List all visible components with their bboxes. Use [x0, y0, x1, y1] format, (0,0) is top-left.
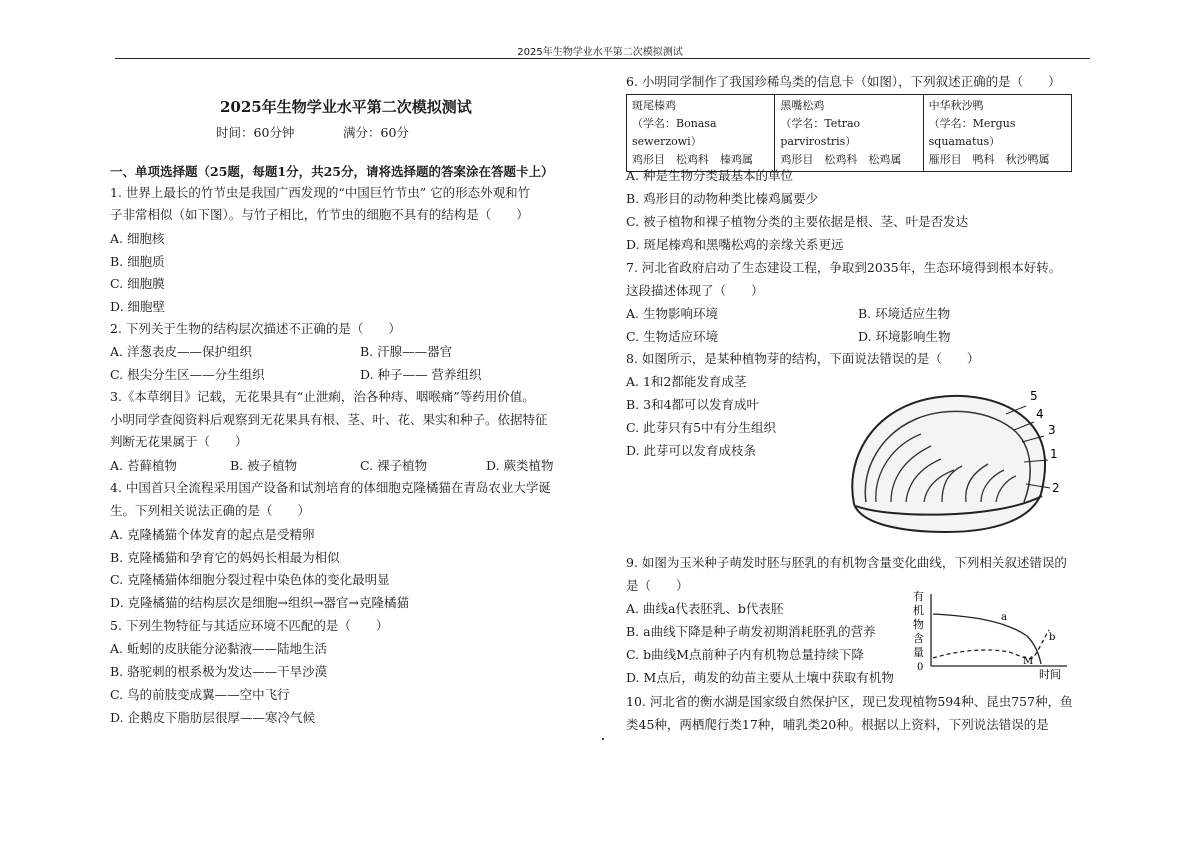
- origin-label: 0: [917, 662, 924, 673]
- question-3-line3: 判断无花果属于（ ）: [110, 434, 248, 449]
- speck: [602, 738, 604, 740]
- question-8-stem: 8. 如图所示，是某种植物芽的结构，下面说法错误的是（ ）: [626, 351, 980, 366]
- label-2: 2: [1052, 481, 1060, 495]
- question-4-line2: 生。下列相关说法正确的是（ ）: [110, 503, 311, 518]
- running-header: 2025年生物学业水平第二次模拟测试: [517, 47, 683, 58]
- q8-option-c: C. 此芽只有5中有分生组织: [626, 420, 777, 435]
- question-4-line1: 4. 中国首只全流程采用国产设备和试剂培育的体细胞克隆橘猫在青岛农业大学诞: [110, 480, 551, 495]
- q4-option-c: C. 克隆橘猫体细胞分裂过程中染色体的变化最明显: [110, 572, 390, 587]
- q7-option-d: D. 环境影响生物: [858, 329, 951, 344]
- bird-card-1: [627, 95, 775, 172]
- bird-card-3: [923, 95, 1071, 172]
- question-9-line1: 9. 如图为玉米种子萌发时胚与胚乳的有机物含量变化曲线，下列相关叙述错误的: [626, 555, 1067, 570]
- question-10-line1: 10. 河北省的衡水湖是国家级自然保护区，现已发现植物594种、昆虫757种，鱼: [626, 694, 1073, 709]
- question-3-line1: 3.《本草纲目》记载，无花果具有“止泄痢，治各种痔、咽喉痛”等药用价值。: [110, 389, 535, 404]
- exam-score: 满分：60分: [343, 125, 409, 140]
- exam-title: 2025年生物学业水平第二次模拟测试: [220, 98, 472, 116]
- q5-option-b: B. 骆驼刺的根系极为发达——干旱沙漠: [110, 664, 328, 679]
- bird-2-sci: （学名：Tetrao parvirostris）: [780, 117, 861, 148]
- q9-option-c: C. b曲线M点前种子内有机物总量持续下降: [626, 647, 864, 662]
- q4-option-b: B. 克隆橘猫和孕育它的妈妈长相最为相似: [110, 550, 340, 565]
- label-1: 1: [1050, 447, 1058, 461]
- bird-1-sci: （学名：Bonasa sewerzowi）: [632, 117, 717, 148]
- y-label-4: 含: [913, 632, 924, 645]
- q8-option-b: B. 3和4都可以发育成叶: [626, 397, 760, 412]
- point-m-label: M: [1023, 656, 1034, 667]
- question-9-line2: 是（ ）: [626, 578, 689, 593]
- bird-card-2: [775, 95, 923, 172]
- q2-option-d: D. 种子—— 营养组织: [360, 367, 482, 382]
- bird-3-sci: （学名：Mergus squamatus）: [928, 117, 1016, 148]
- q2-option-c: C. 根尖分生区——分生组织: [110, 367, 265, 382]
- q8-option-a: A. 1和2都能发育成茎: [626, 374, 747, 389]
- label-3: 3: [1048, 423, 1056, 437]
- curve-a-label: a: [1001, 612, 1007, 623]
- q9-option-a: A. 曲线a代表胚乳、b代表胚: [626, 601, 784, 616]
- q1-option-b: B. 细胞质: [110, 254, 165, 269]
- bird-1-name: 斑尾榛鸡: [632, 99, 676, 112]
- q8-option-d: D. 此芽可以发育成枝条: [626, 443, 757, 458]
- curve-b: [933, 630, 1049, 659]
- organic-matter-graph: [909, 588, 1079, 680]
- question-2-stem: 2. 下列关于生物的结构层次描述不正确的是（ ）: [110, 321, 401, 336]
- x-axis-label: 时间: [1039, 668, 1061, 680]
- q4-option-d: D. 克隆橘猫的结构层次是细胞→组织→器官→克隆橘猫: [110, 595, 409, 610]
- q1-option-a: A. 细胞核: [110, 231, 165, 246]
- bud-structure-figure: [846, 384, 1061, 536]
- q7-option-a: A. 生物影响环境: [626, 306, 718, 321]
- bird-2-name: 黑嘴松鸡: [780, 99, 825, 112]
- question-1-line2: 子非常相似（如下图）。与竹子相比，竹节虫的细胞不具有的结构是（ ）: [110, 207, 529, 222]
- question-6-stem: 6. 小明同学制作了我国珍稀鸟类的信息卡（如图），下列叙述正确的是（ ）: [626, 74, 1061, 89]
- bird-info-card: [626, 94, 1072, 172]
- q3-option-c: C. 裸子植物: [360, 458, 428, 473]
- question-10-line2: 类45种，两栖爬行类17种，哺乳类20种。根据以上资料，下列说法错误的是: [626, 717, 1049, 732]
- q6-option-b: B. 鸡形目的动物种类比榛鸡属要少: [626, 191, 819, 206]
- label-4: 4: [1036, 407, 1044, 421]
- q7-option-c: C. 生物适应环境: [626, 329, 719, 344]
- bird-1-class: 鸡形目 松鸡科 榛鸡属: [632, 153, 753, 166]
- q3-option-b: B. 被子植物: [230, 458, 298, 473]
- q6-option-c: C. 被子植物和裸子植物分类的主要依据是根、茎、叶是否发达: [626, 214, 969, 229]
- exam-time: 时间：60分钟: [216, 125, 295, 140]
- y-label-3: 物: [913, 618, 924, 631]
- q1-option-c: C. 细胞膜: [110, 276, 165, 291]
- q3-option-d: D. 蕨类植物: [486, 458, 554, 473]
- section-heading: 一、单项选择题（25题，每题1分，共25分，请将选择题的答案涂在答题卡上）: [110, 164, 554, 179]
- q5-option-d: D. 企鹅皮下脂肪层很厚——寒冷气候: [110, 710, 316, 725]
- question-7-line1: 7. 河北省政府启动了生态建设工程，争取到2035年，生态环境得到根本好转。: [626, 260, 1062, 275]
- q2-option-b: B. 汗腺——器官: [360, 344, 453, 359]
- y-label-1: 有: [913, 590, 924, 603]
- curve-b-label: b: [1049, 632, 1056, 643]
- question-1-line1: 1. 世界上最长的竹节虫是我国广西发现的“中国巨竹节虫” 它的形态外观和竹: [110, 185, 531, 200]
- q5-option-c: C. 鸟的前肢变成翼——空中飞行: [110, 687, 290, 702]
- q9-option-d: D. M点后，萌发的幼苗主要从土壤中获取有机物: [626, 670, 894, 685]
- q6-option-a: A. 种是生物分类最基本的单位: [626, 168, 793, 183]
- q5-option-a: A. 蚯蚓的皮肤能分泌黏液——陆地生活: [110, 641, 327, 656]
- q6-option-d: D. 斑尾榛鸡和黑嘴松鸡的亲缘关系更远: [626, 237, 844, 252]
- question-3-line2: 小明同学查阅资料后观察到无花果具有根、茎、叶、花、果实和种子。依据特征: [110, 412, 548, 427]
- q1-option-d: D. 细胞壁: [110, 299, 166, 314]
- bird-2-class: 鸡形目 松鸡科 松鸡属: [780, 153, 902, 166]
- y-label-2: 机: [913, 604, 924, 617]
- q3-option-a: A. 苔藓植物: [110, 458, 177, 473]
- q2-option-a: A. 洋葱表皮——保护组织: [110, 344, 252, 359]
- q9-option-b: B. a曲线下降是种子萌发初期消耗胚乳的营养: [626, 624, 876, 639]
- q7-option-b: B. 环境适应生物: [858, 306, 951, 321]
- label-5: 5: [1030, 389, 1038, 403]
- y-label-5: 量: [913, 646, 924, 659]
- question-5-stem: 5. 下列生物特征与其适应环境不匹配的是（ ）: [110, 618, 389, 633]
- question-7-line2: 这段描述体现了（ ）: [626, 283, 764, 298]
- bird-3-class: 雁形目 鸭科 秋沙鸭属: [928, 153, 1050, 166]
- header-rule: [115, 58, 1090, 59]
- bird-3-name: 中华秋沙鸭: [928, 99, 984, 112]
- q4-option-a: A. 克隆橘猫个体发育的起点是受精卵: [110, 527, 315, 542]
